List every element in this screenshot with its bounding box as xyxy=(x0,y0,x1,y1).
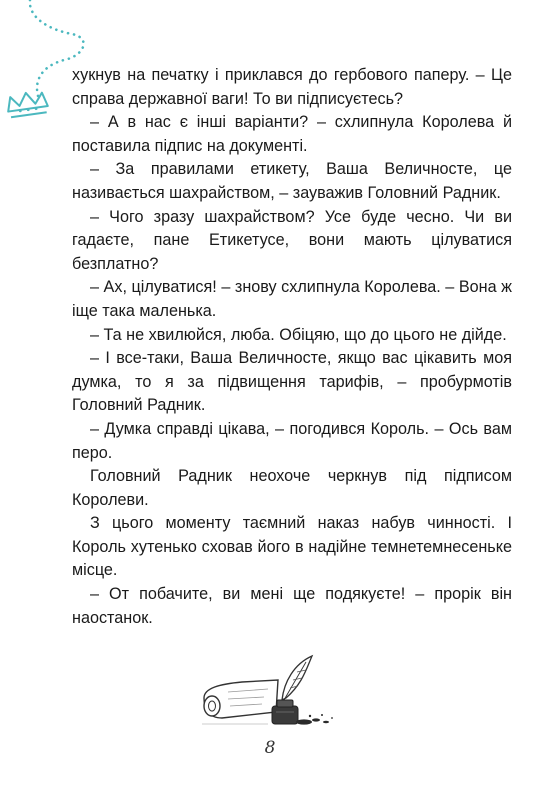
paragraph: – І все-таки, Ваша Величносте, якщо вас цікавить моя думка, то я за підвищення тарифів, – пробурмотів Головний Радник. xyxy=(72,349,512,415)
paragraph: – Та не хвилюйся, люба. Обіцяю, що до цього не дійде. xyxy=(90,325,507,344)
paragraph: – Ах, цілуватися! – знову схлипнула Королева. – Вона ж іще така маленька. xyxy=(72,278,512,320)
paragraph: – А в нас є інші варіанти? – схлипнула Королева й поставила підпис на документі. xyxy=(72,113,512,155)
crown-icon xyxy=(6,90,49,117)
paragraph: – Думка справді цікава, – погодився Король. – Ось вам перо. xyxy=(72,419,512,462)
quill-icon xyxy=(282,656,312,700)
story-text xyxy=(72,64,512,630)
paragraph: – Чого зразу шахрайством? Усе буде чесно. Чи ви гадаєте, пане Етикетусе, вони мають цілуватися безплатно? xyxy=(72,207,512,273)
paragraph: З цього моменту таємний наказ набув чинності. І Король хутенько сховав його в надійне темнетемнесеньке місце. xyxy=(72,514,512,580)
paragraph: – За правилами етикету, Ваша Величносте, це називається шахрайством, – зауважив Головний Радник. xyxy=(72,160,512,202)
paragraph: – От побачите, ви мені ще подякуєте! – прорік він наостанок. xyxy=(72,585,512,627)
paragraph: Головний Радник неохоче черкнув під підписом Королеви. xyxy=(72,467,512,509)
scroll-quill-inkpot-illustration xyxy=(198,652,338,732)
page-number: 8 xyxy=(264,738,276,758)
paragraph: хукнув на печатку і приклався до гербового паперу. – Це справа державної ваги! То ви підписуєтесь? xyxy=(72,66,512,108)
ink-splatter xyxy=(296,714,333,725)
scroll-icon xyxy=(204,680,278,718)
